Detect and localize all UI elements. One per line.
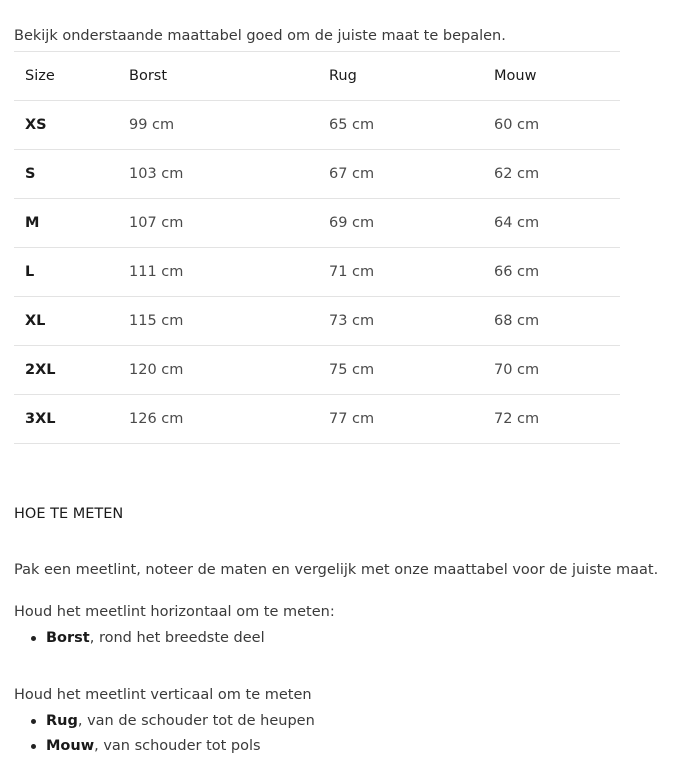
size-cell: 3XL: [14, 395, 129, 444]
column-header-mouw: Mouw: [494, 52, 620, 101]
measure-term: Rug: [46, 713, 78, 729]
horizontal-intro: Houd het meetlint horizontaal om te meten:: [14, 603, 335, 620]
rug-cell: 69 cm: [329, 199, 494, 248]
table-header-row: [14, 52, 620, 101]
measure-instruction: Pak een meetlint, noteer de maten en vergelijk met onze maattabel voor de juiste maat.: [14, 561, 659, 578]
size-cell: XS: [14, 101, 129, 150]
borst-cell: 120 cm: [129, 346, 329, 395]
borst-cell: 103 cm: [129, 150, 329, 199]
size-chart-table: [14, 51, 620, 444]
table-row: [14, 199, 620, 248]
size-cell: XL: [14, 297, 129, 346]
rug-cell: 65 cm: [329, 101, 494, 150]
mouw-cell: 70 cm: [494, 346, 620, 395]
size-cell: S: [14, 150, 129, 199]
mouw-cell: 72 cm: [494, 395, 620, 444]
rug-cell: 67 cm: [329, 150, 494, 199]
vertical-intro: Houd het meetlint verticaal om te meten: [14, 686, 312, 703]
rug-cell: 75 cm: [329, 346, 494, 395]
borst-cell: 126 cm: [129, 395, 329, 444]
table-row: [14, 248, 620, 297]
measure-description: , van de schouder tot de heupen: [77, 713, 315, 729]
measure-description: , rond het breedste deel: [89, 630, 265, 646]
how-to-measure-title: HOE TE METEN: [14, 506, 124, 522]
measure-term: Mouw: [46, 738, 95, 754]
measure-term: Borst: [46, 630, 90, 646]
list-item: [14, 734, 315, 759]
list-item: [14, 709, 315, 734]
borst-cell: 107 cm: [129, 199, 329, 248]
mouw-cell: 62 cm: [494, 150, 620, 199]
intro-text: Bekijk onderstaande maattabel goed om de juiste maat te bepalen.: [14, 27, 506, 44]
mouw-cell: 60 cm: [494, 101, 620, 150]
table-row: [14, 395, 620, 444]
table-row: [14, 346, 620, 395]
size-cell: L: [14, 248, 129, 297]
table-row: [14, 297, 620, 346]
measure-description: , van schouder tot pols: [94, 738, 261, 754]
table-row: [14, 101, 620, 150]
rug-cell: 71 cm: [329, 248, 494, 297]
column-header-size: Size: [14, 52, 129, 101]
rug-cell: 77 cm: [329, 395, 494, 444]
mouw-cell: 66 cm: [494, 248, 620, 297]
mouw-cell: 68 cm: [494, 297, 620, 346]
size-cell: M: [14, 199, 129, 248]
vertical-measure-list: [14, 709, 315, 759]
column-header-rug: Rug: [329, 52, 494, 101]
list-item: [14, 626, 265, 651]
borst-cell: 115 cm: [129, 297, 329, 346]
size-cell: 2XL: [14, 346, 129, 395]
borst-cell: 99 cm: [129, 101, 329, 150]
mouw-cell: 64 cm: [494, 199, 620, 248]
horizontal-measure-list: [14, 626, 265, 651]
table-row: [14, 150, 620, 199]
rug-cell: 73 cm: [329, 297, 494, 346]
borst-cell: 111 cm: [129, 248, 329, 297]
column-header-borst: Borst: [129, 52, 329, 101]
